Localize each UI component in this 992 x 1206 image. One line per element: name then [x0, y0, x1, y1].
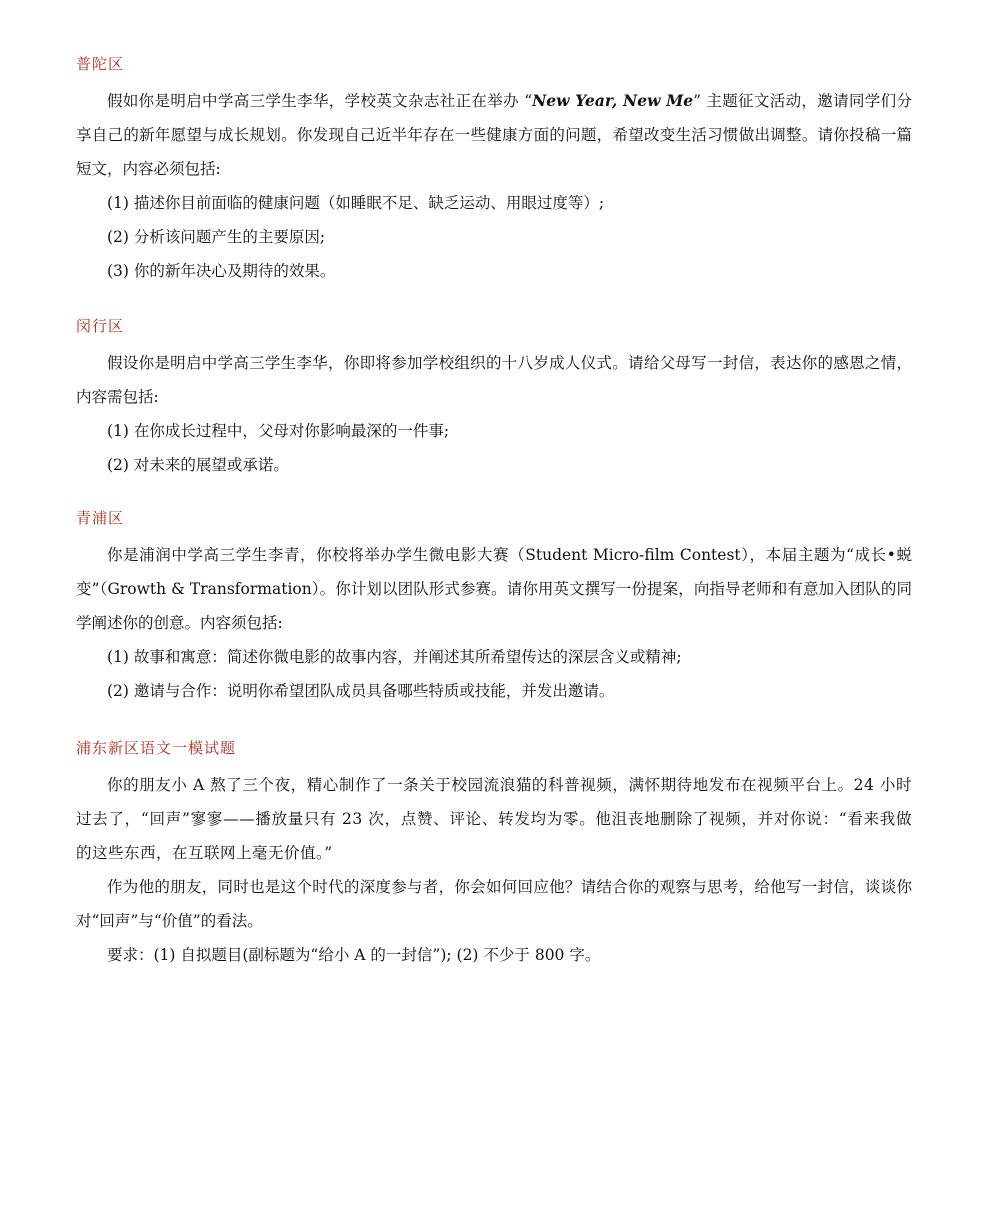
paragraph-text: ” 主题征文活动，邀请同学们分享自己的新年愿望与成长规划。你发现自己近半年存在一些健康方面的问题，希望改变生活习惯做出调整。请你投稿一篇短文，内容必须包括: — [76, 92, 912, 178]
prompt-paragraph: 作为他的朋友，同时也是这个时代的深度参与者，你会如何回应他？请结合你的观察与思考，给他写一封信，谈谈你对“回声”与“价值”的看法。 — [76, 878, 912, 930]
section-heading: 青浦区 — [76, 509, 125, 527]
theme-title: New Year, New Me — [532, 91, 694, 110]
paragraph-text: 假如你是明启中学高三学生李华，学校英文杂志社正在举办 “ — [107, 92, 533, 110]
prompt-paragraph — [76, 84, 912, 186]
spacer — [76, 482, 912, 508]
section-pudong — [76, 738, 912, 972]
requirement-item: (2) 邀请与合作：说明你希望团队成员具备哪些特质或技能，并发出邀请。 — [107, 682, 615, 700]
section-heading: 浦东新区语文一模试题 — [76, 739, 237, 757]
requirements-paragraph: 要求：(1) 自拟题目(副标题为“给小 A 的一封信”); (2) 不少于 800 字。 — [107, 946, 601, 964]
section-qingpu — [76, 508, 912, 708]
requirement-item: (2) 分析该问题产生的主要原因; — [107, 228, 326, 246]
spacer — [76, 288, 912, 316]
section-minhang — [76, 316, 912, 482]
requirement-item: (2) 对未来的展望或承诺。 — [107, 456, 289, 474]
prompt-paragraph: 假设你是明启中学高三学生李华，你即将参加学校组织的十八岁成人仪式。请给父母写一封信，表达你的感恩之情，内容需包括: — [76, 354, 912, 406]
prompt-paragraph: 你的朋友小 A 熬了三个夜，精心制作了一条关于校园流浪猫的科普视频，满怀期待地发布在视频平台上。24 小时过去了，“回声”寥寥——播放量只有 23 次，点赞、评论、转发均为零。他沮丧地删除了视频，并对你说：“看来我做的这些东西，在互联网上毫无价值。” — [76, 776, 912, 862]
document-page — [76, 54, 912, 972]
section-putuo — [76, 54, 912, 288]
spacer — [76, 708, 912, 738]
requirement-item: (1) 描述你目前面临的健康问题（如睡眠不足、缺乏运动、用眼过度等）; — [107, 194, 605, 212]
prompt-paragraph: 你是浦润中学高三学生李青，你校将举办学生微电影大赛（Student Micro-film Contest），本届主题为“成长•蜕变”（Growth & Transformation）。你计划以团队形式参赛。请你用英文撰写一份提案，向指导老师和有意加入团队的同学阐述你的创意。内容须包括: — [76, 546, 912, 632]
requirement-item: (3) 你的新年决心及期待的效果。 — [107, 262, 336, 280]
requirement-item: (1) 在你成长过程中，父母对你影响最深的一件事; — [107, 422, 450, 440]
requirement-item: (1) 故事和寓意：简述你微电影的故事内容，并阐述其所希望传达的深层含义或精神; — [107, 648, 682, 666]
section-heading: 普陀区 — [76, 55, 125, 73]
section-heading: 闵行区 — [76, 317, 125, 335]
